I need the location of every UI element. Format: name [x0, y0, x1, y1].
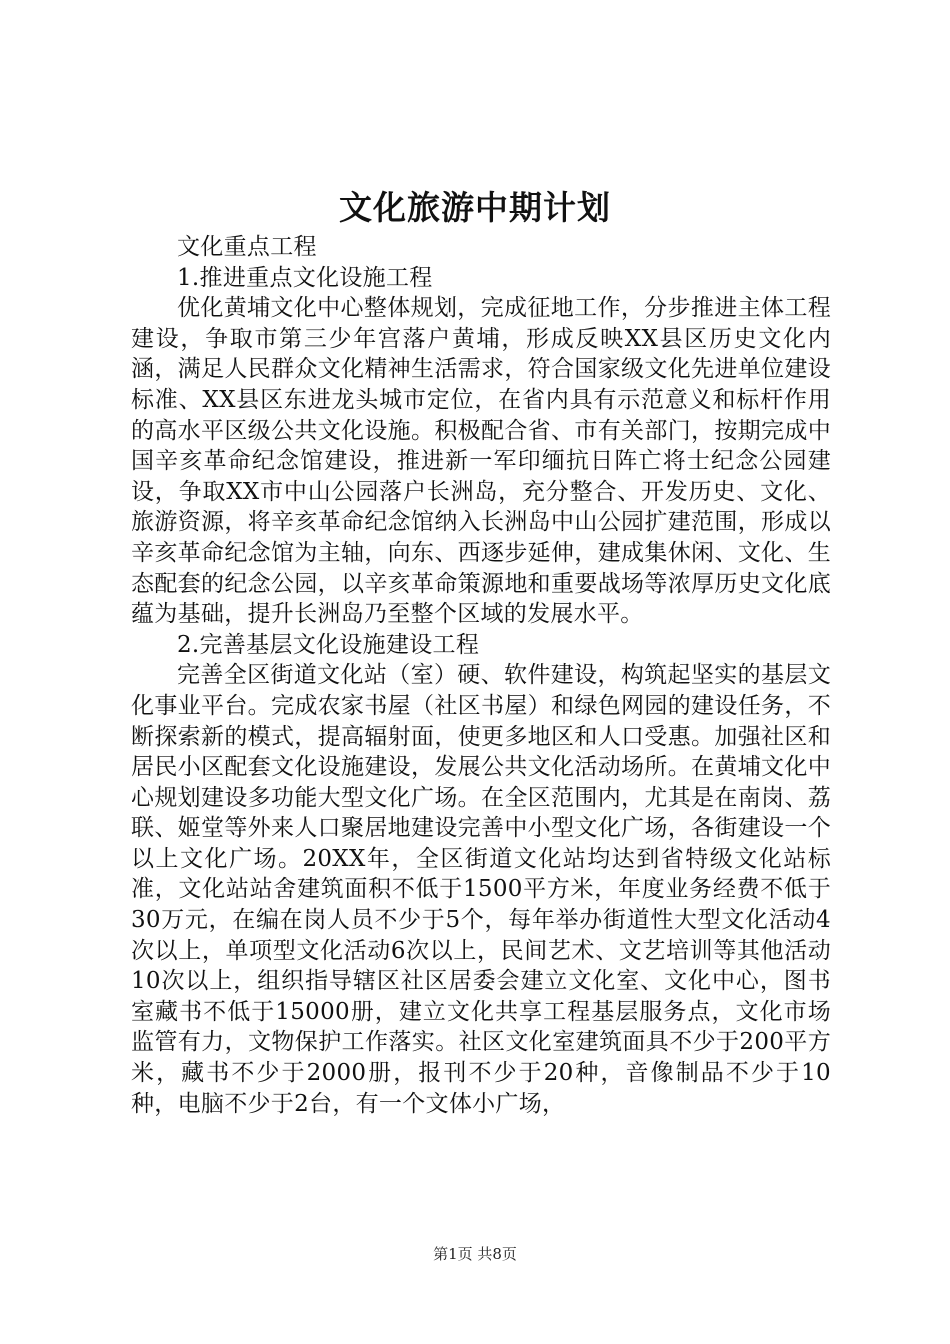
- subsection-heading-2: 2.完善基层文化设施建设工程: [177, 631, 480, 658]
- paragraph-1: 优化黄埔文化中心整体规划，完成征地工作，分步推进主体工程建设，争取市第三少年宫落户黄埔，形成反映XX县区历史文化内涵，满足人民群众文化精神生活需求，符合国家级文化先进单位建设标准、XX县区东进龙头城市定位，在省内具有示范意义和标杆作用的高水平区级公共文化设施。积极配合省、市有关部门，按期完成中国辛亥革命纪念馆建设，推进新一军印缅抗日阵亡将士纪念公园建设，争取XX市中山公园落户长洲岛，充分整合、开发历史、文化、旅游资源，将辛亥革命纪念馆纳入长洲岛中山公园扩建范围，形成以辛亥革命纪念馆为主轴，向东、西逐步延伸，建成集休闲、文化、生态配套的纪念公园，以辛亥革命策源地和重要战场等浓厚历史文化底蕴为基础，提升长洲岛乃至整个区域的发展水平。: [131, 295, 831, 628]
- subsection-heading-1: 1.推进重点文化设施工程: [177, 264, 433, 291]
- paragraph-2: 完善全区街道文化站（室）硬、软件建设，构筑起坚实的基层文化事业平台。完成农家书屋（社区书屋）和绿色网园的建设任务，不断探索新的模式，提高辐射面，使更多地区和人口受惠。加强社区和居民小区配套文化设施建设，发展公共文化活动场所。在黄埔文化中心规划建设多功能大型文化广场。在全区范围内，尤其是在南岗、荔联、姬堂等外来人口聚居地建设完善中小型文化广场，各街建设一个以上文化广场。20XX年，全区街道文化站均达到省特级文化站标准，文化站站舍建筑面积不低于1500平方米，年度业务经费不低于30万元，在编在岗人员不少于5个，每年举办街道性大型文化活动4次以上，单项型文化活动6次以上，民间艺术、文艺培训等其他活动10次以上，组织指导辖区社区居委会建立文化室、文化中心，图书室藏书不低于15000册，建立文化共享工程基层服务点，文化市场监管有力，文物保护工作落实。社区文化室建筑面具不少于200平方米，藏书不少于2000册，报刊不少于20种，音像制品不少于10种，电脑不少于2台，有一个文体小广场，: [131, 662, 831, 1117]
- page-footer: 第1页 共8页: [433, 1245, 517, 1263]
- document-title: 文化旅游中期计划: [339, 188, 611, 227]
- section-heading: 文化重点工程: [177, 234, 317, 260]
- document-body: [131, 232, 831, 1119]
